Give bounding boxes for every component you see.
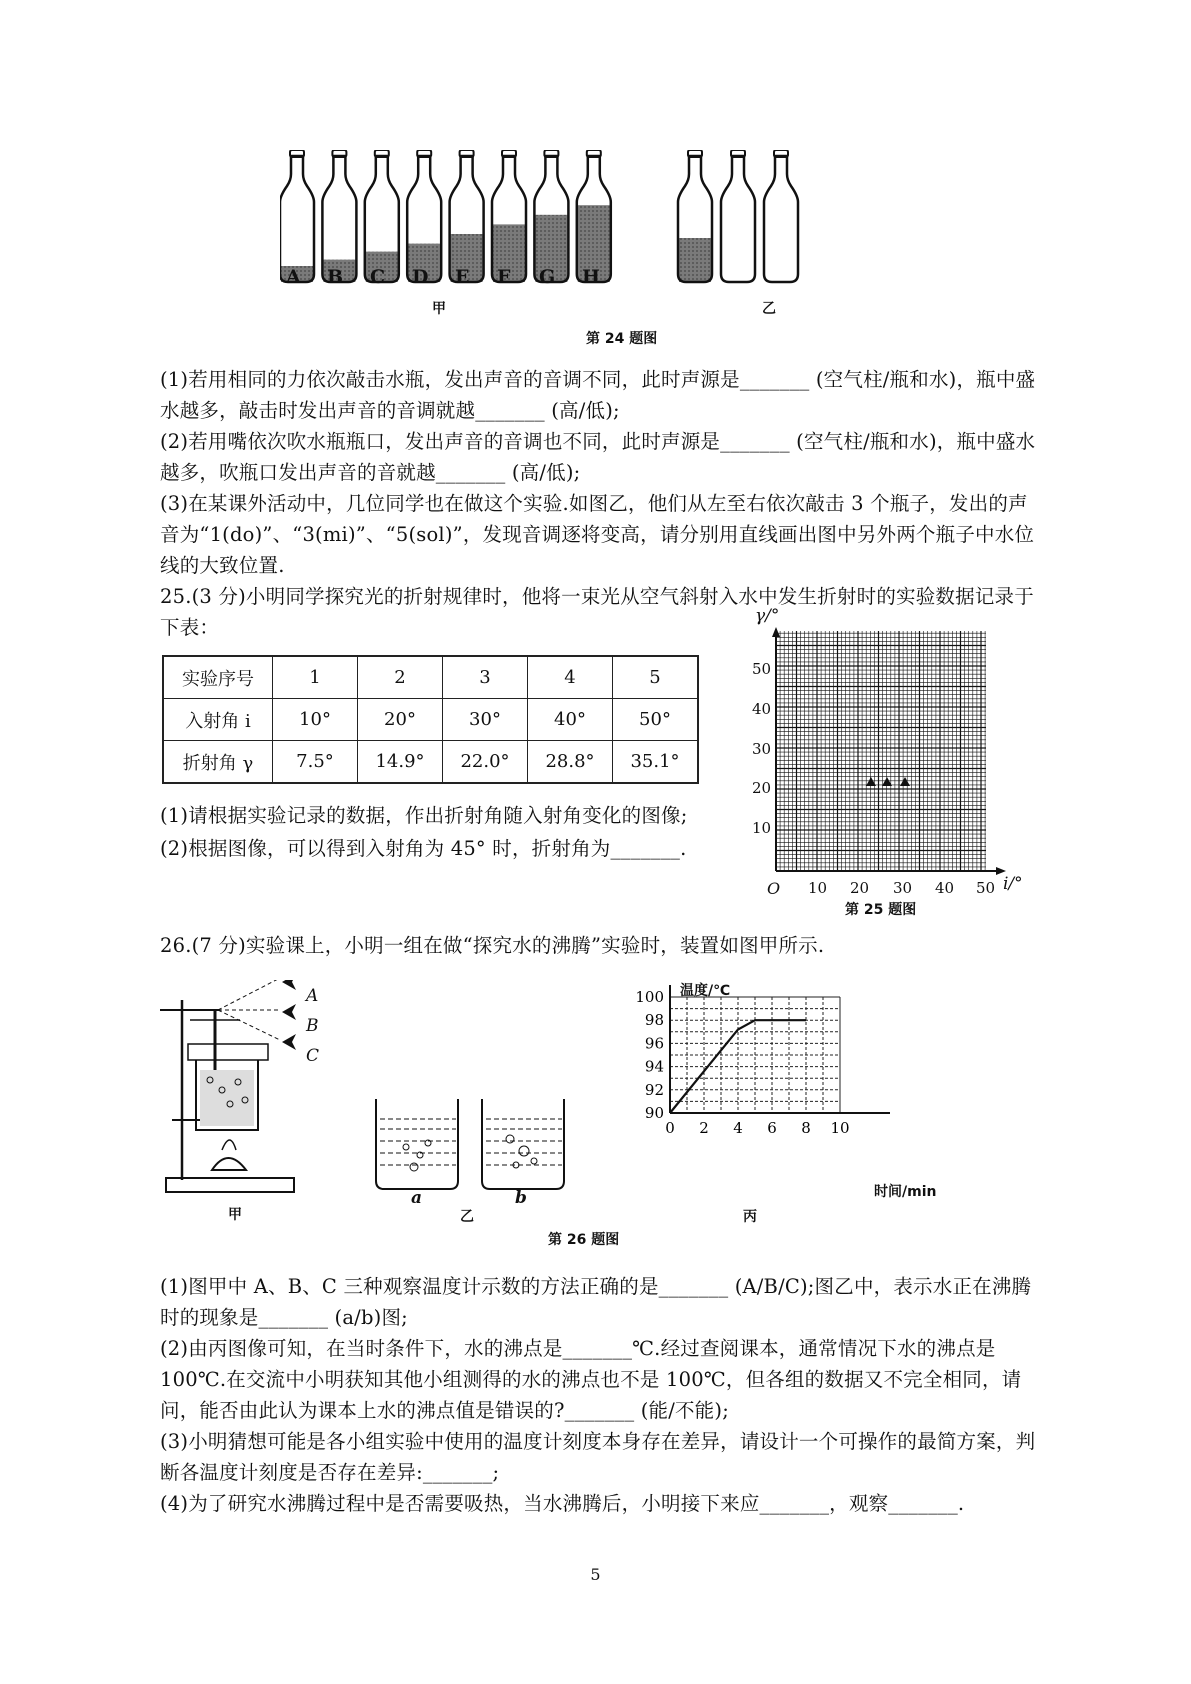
eye-label-c: C [306,1046,320,1066]
chart-x-tick: 10 [830,1119,850,1137]
bottle-label: G [539,266,556,288]
figure-26-apparatus [160,980,400,1205]
q25-part1: (1)请根据实验记录的数据，作出折射角随入射角变化的图像; [160,804,688,827]
figure-label-yi: 乙 [762,301,776,317]
table-cell: 20° [358,699,443,741]
q26-part4: (4)为了研究水沸腾过程中是否需要吸热，当水沸腾后，小明接下来应_______，观察_______. [160,1492,965,1515]
table-cell: 1 [273,656,358,699]
bottle-label: A [286,266,301,288]
table-cell: 40° [528,699,613,741]
eye-icon [282,1004,296,1020]
y-axis-arrow [772,627,780,637]
fig25-x-tick: 10 [808,879,828,897]
chart-y-tick: 96 [644,1034,664,1053]
q25-part2: (2)根据图像，可以得到入射角为 45° 时，折射角为_______. [160,837,687,860]
table-cell: 2 [358,656,443,699]
figure-label-yi: 乙 [460,1209,474,1225]
chart-y-label: 温度/℃ [680,983,731,999]
figure-label-bing: 丙 [743,1209,757,1225]
bottles-yi [678,150,798,282]
table-cell: 14.9° [358,741,443,784]
q26-part2: (2)由丙图像可知，在当时条件下，水的沸点是_______℃.经过查阅课本，通常情况下水的沸点是100℃.在交流中小明获知其他小组测得的水的沸点也不是 100℃，但各组的数据又不完全相同，请问，能否由此认为课本上水的沸点值是错误的?_______ (能/不能); [160,1337,1022,1422]
table-cell: 30° [443,699,528,741]
q26-part3: (3)小明猜想可能是各小组实验中使用的温度计刻度本身存在差异，请设计一个可操作的最简方案，判断各温度计刻度是否存在差异:_______; [160,1430,1036,1484]
fig25-x-tick: 20 [850,879,870,897]
chart-x-label: 时间/min [874,1184,937,1200]
eye-icon [282,1034,296,1050]
bottle [721,156,755,282]
q26-intro: 26.(7 分)实验课上，小明一组在做“探究水的沸腾”实验时，装置如图甲所示. [160,934,825,957]
chart-y-tick: 98 [644,1011,664,1030]
chart-x-tick: 8 [801,1119,811,1137]
bottles-jia [280,150,611,282]
chart-x-tick: 2 [699,1119,709,1137]
fig25-x-label: i/° [1003,874,1023,894]
bottle-label: F [497,266,511,288]
table-cell: 28.8° [528,741,613,784]
fig25-y-tick: 30 [752,740,772,758]
refraction-table [162,655,699,784]
fig25-x-tick: 50 [976,879,996,897]
table-cell: 入射角 i [163,699,273,741]
fig25-y-tick: 10 [752,819,772,837]
table-cell: 实验序号 [163,656,273,699]
table-cell: 10° [273,699,358,741]
chart-x-tick: 0 [665,1119,675,1137]
triangle-mark [900,777,910,786]
table-cell: 22.0° [443,741,528,784]
fig25-y-tick: 50 [752,660,772,678]
water-level [679,238,711,282]
table-cell: 3 [443,656,528,699]
q25-intro: 25.(3 分)小明同学探究光的折射规律时，他将一束光从空气斜射入水中发生折射时的实验数据记录于下表： [160,585,1034,639]
eye-label-a: A [306,986,319,1006]
table-cell: 35.1° [613,741,699,784]
fig25-y-tick: 40 [752,700,772,718]
beaker-label-a: a [411,1188,423,1208]
fig25-x-tick: 30 [893,879,913,897]
bottle-label: B [327,266,344,288]
figure-24-caption: 第 24 题图 [586,331,658,347]
eye-label-b: B [306,1016,319,1036]
table-row [163,699,698,741]
chart-y-tick: 92 [644,1080,664,1099]
figure-25-grid [740,625,1040,895]
chart-y-tick: 100 [635,988,664,1006]
table-cell: 4 [528,656,613,699]
q26-part1: (1)图甲中 A、B、C 三种观察温度计示数的方法正确的是_______ (A/B/C);图乙中，表示水正在沸腾时的现象是_______ (a/b)图; [160,1275,1032,1329]
figure-label-jia: 甲 [228,1207,242,1223]
table-cell: 折射角 γ [163,741,273,784]
figure-25-caption: 第 25 题图 [845,902,917,918]
chart-x-tick: 4 [733,1119,743,1137]
beaker-a [376,1099,458,1189]
figure-26-caption: 第 26 题图 [548,1232,620,1248]
table-cell: 50° [613,699,699,741]
table-cell: 7.5° [273,741,358,784]
table-row [163,656,698,699]
bottle-label: C [370,266,386,288]
figure-26-beakers [370,1095,580,1195]
fig25-origin: O [767,879,781,898]
figure-label-jia: 甲 [432,301,446,317]
beaker-b [482,1099,564,1189]
fig25-y-label: γ/° [755,606,780,626]
chart-y-tick: 90 [644,1104,664,1122]
q24-part2: (2)若用嘴依次吹水瓶瓶口，发出声音的音调也不同，此时声源是_______ (空气柱/瓶和水)，瓶中盛水越多，吹瓶口发出声音的音就越_______ (高/低); [160,430,1036,484]
plot-grid [776,631,986,871]
q24-part1: (1)若用相同的力依次敲击水瓶，发出声音的音调不同，此时声源是_______ (空气柱/瓶和水)，瓶中盛水越多，敲击时发出声音的音调就越_______ (高/低); [160,368,1036,422]
bottle-label: H [582,266,600,288]
bottle-label: D [412,266,429,288]
eye-icon [282,980,296,990]
fig25-y-tick: 20 [752,779,772,797]
bottle [764,156,798,282]
beaker-label-b: b [515,1188,527,1208]
table-row [163,741,698,784]
chart-x-tick: 6 [767,1119,777,1137]
bottle [280,156,314,282]
page-number: 5 [590,1565,601,1584]
bottle-label: E [455,266,470,288]
chart-y-tick: 94 [644,1057,664,1076]
figure-24 [280,150,870,350]
table-cell: 5 [613,656,699,699]
q24-part3: (3)在某课外活动中，几位同学也在做这个实验.如图乙，他们从左至右依次敲击 3 个瓶子，发出的声音为“1(do)”、“3(mi)”、“5(sol)”，发现音调逐将变高，请分别用直线画出图中另外两个瓶子中水位线的大致位置. [160,492,1035,577]
fig25-x-tick: 40 [935,879,955,897]
